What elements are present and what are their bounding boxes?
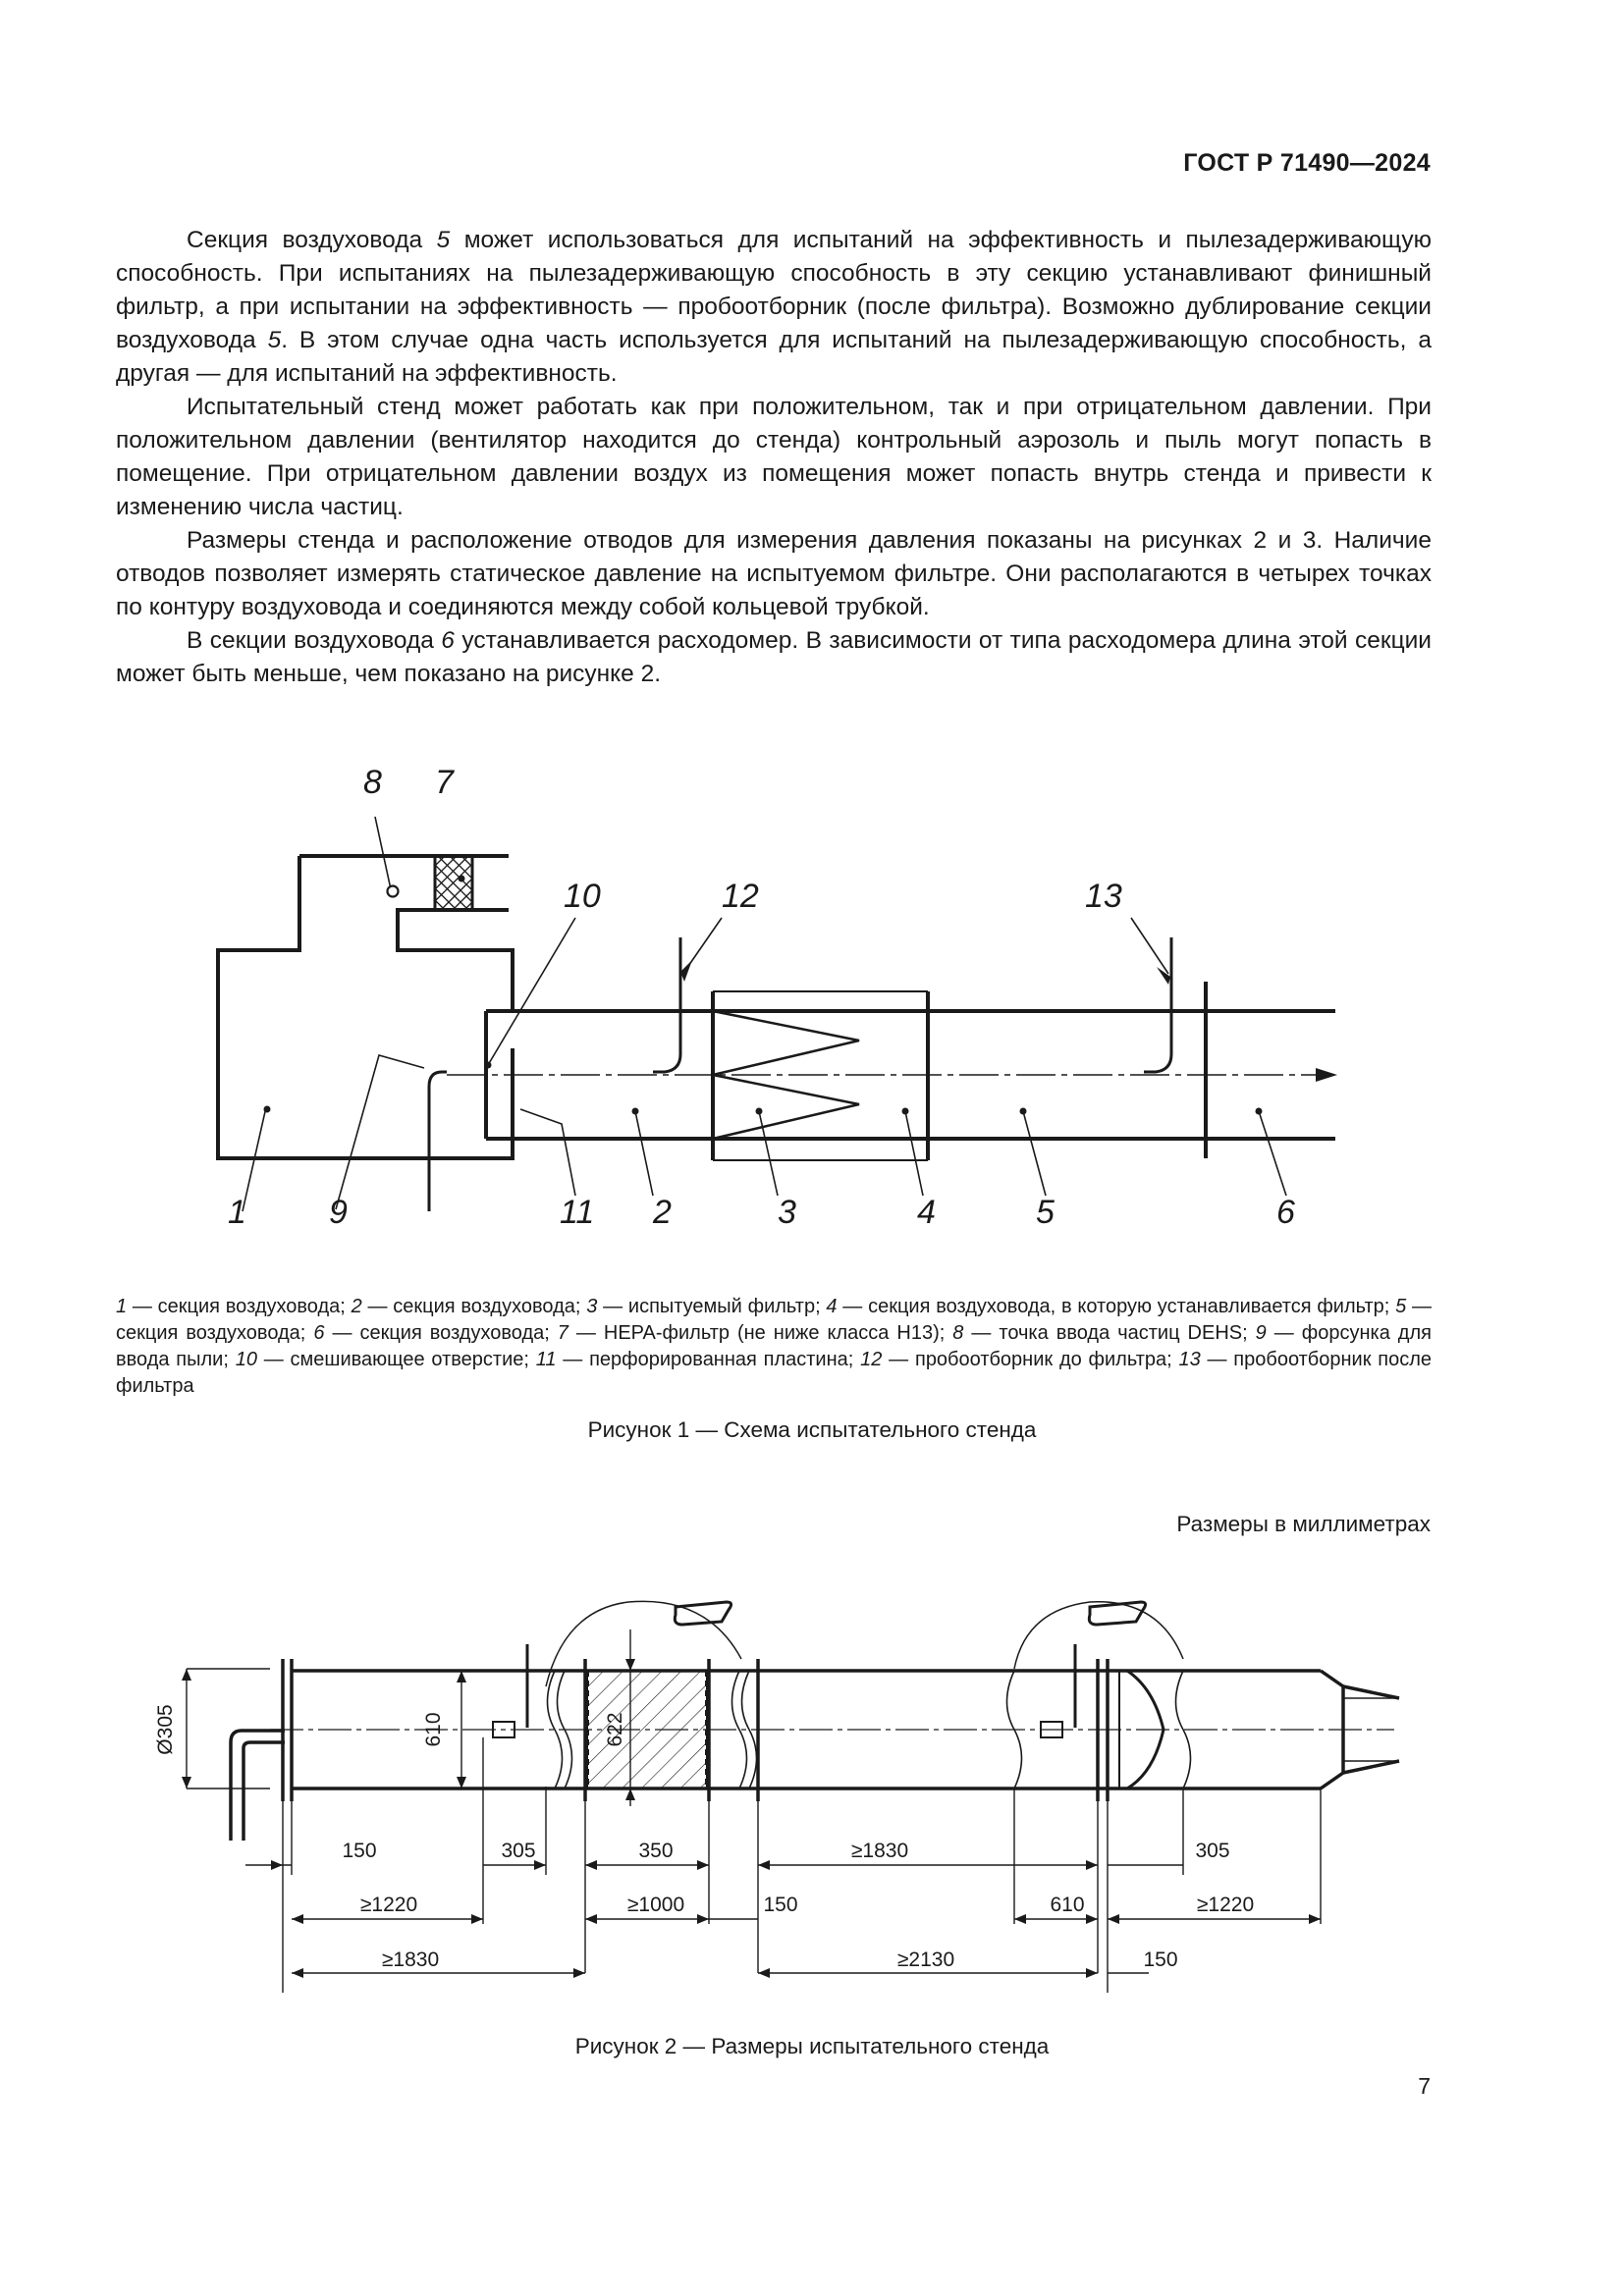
dim-height-610: 610 [422,1712,445,1747]
label-8: 8 [363,764,382,801]
dim-2130: ≥2130 [896,1949,955,1971]
legend-number: 1 [116,1296,128,1317]
legend-text: — секция воздуховода; [127,1296,352,1317]
figure-1-legend [116,1294,1432,1400]
dim-height-622: 622 [604,1712,626,1747]
text-run: Размеры стенда и расположение отводов для измерения давления показаны на рисунках 2 и 3. Наличие отводов позволяет измерять статическое давление на испытуемом фильтре. Они располагаются в четырех точках по контуру воздуховода и соединяются между собой кольцевой трубкой. [116,527,1432,620]
legend-text: — секция воздуховода; [361,1296,587,1317]
legend-number: 11 [535,1349,557,1370]
label-9: 9 [329,1194,348,1231]
legend-number: 6 [313,1322,325,1344]
figure-1-diagram [0,746,1624,1256]
label-2: 2 [653,1194,672,1231]
legend-text: — смешивающее отверстие; [256,1349,536,1370]
page-number: 7 [1418,2073,1431,2099]
text-run: Испытательный стенд может работать как при положительном, так и при отрицательном давлении. При положительном давлении (вентилятор находится до стенда) контрольный аэрозоль и пыль могут попасть в помещение. При отрицательном давлении воздух из помещения может попасть внутрь стенда и привести к изменению числа частиц. [116,394,1432,520]
dim-150-c: 150 [1143,1949,1178,1971]
dim-1000: ≥1000 [626,1894,685,1916]
label-4: 4 [917,1194,936,1231]
figure-2-diagram [0,1571,1624,2002]
units-note: Размеры в миллиметрах [1176,1512,1431,1536]
text-run: может использоваться для испытаний на эффективность и пылезадерживающую способность. При испытаниях на пылезадерживающую способность в эту секцию устанавливают финишный фильтр, а при испытании на эффективность — пробоотборник (после фильтра). Возможно дублирование секции воздуховода [116,227,1432,353]
legend-text: — секция воздуховода, в которую устанавливается фильтр; [837,1296,1396,1317]
label-1: 1 [228,1194,246,1231]
text-run: . В этом случае одна часть используется для испытаний на пылезадерживающую способность, а другая — для испытаний на эффективность. [116,327,1432,387]
dim-305-b: 305 [1195,1840,1230,1862]
label-13: 13 [1085,878,1122,915]
text-run: Секция воздуховода [187,227,437,253]
body-paragraph [116,391,1432,524]
legend-number: 5 [1395,1296,1407,1317]
document-header: ГОСТ Р 71490—2024 [1183,149,1431,177]
legend-number: 7 [557,1322,568,1344]
body-paragraph [116,624,1432,691]
dim-1830-a: ≥1830 [850,1840,909,1862]
dim-610: 610 [1050,1894,1085,1916]
dim-350: 350 [638,1840,674,1862]
dim-150-a: 150 [342,1840,377,1862]
italic-ref: 6 [441,627,455,654]
figure-2-caption: Рисунок 2 — Размеры испытательного стенда [574,2034,1050,2058]
label-7: 7 [435,764,454,801]
label-3: 3 [778,1194,796,1231]
legend-number: 12 [860,1349,883,1370]
legend-number: 13 [1178,1349,1201,1370]
legend-text: — секция воздуховода; [116,1296,1433,1344]
dim-1220-b: ≥1220 [1196,1894,1255,1916]
label-11: 11 [560,1194,595,1231]
body-paragraph [116,524,1432,624]
legend-number: 3 [586,1296,598,1317]
legend-text: — точка ввода частиц DEHS; [963,1322,1256,1344]
legend-number: 2 [351,1296,362,1317]
legend-number: 10 [235,1349,257,1370]
dim-diameter-305: Ø305 [154,1704,177,1755]
text-run: В секции воздуховода [187,627,442,654]
legend-text: — HEPA-фильтр (не ниже класса H13); [568,1322,953,1344]
legend-text: — испытуемый фильтр; [597,1296,827,1317]
dim-305-a: 305 [501,1840,536,1862]
legend-text: — пробоотборник до фильтра; [882,1349,1179,1370]
label-6: 6 [1276,1194,1295,1231]
body-text [116,224,1432,691]
italic-ref: 5 [267,327,282,353]
dim-1220-a: ≥1220 [359,1894,418,1916]
label-5: 5 [1036,1194,1055,1231]
legend-text: — форсунка для ввода пыли; [116,1322,1432,1370]
legend-number: 9 [1255,1322,1267,1344]
legend-text: — пробоотборник после фильтра [116,1349,1433,1397]
italic-ref: 5 [436,227,451,253]
label-10: 10 [564,878,601,915]
legend-text: — перфорированная пластина; [556,1349,861,1370]
label-12: 12 [722,878,759,915]
text-run: устанавливается расходомер. В зависимости от типа расходомера длина этой секции может быть меньше, чем показано на рисунке 2. [116,627,1432,687]
dim-150-b: 150 [763,1894,798,1916]
body-paragraph [116,224,1432,391]
figure-1-caption: Рисунок 1 — Схема испытательного стенда [587,1417,1037,1442]
dim-1830-b: ≥1830 [381,1949,440,1971]
legend-number: 4 [826,1296,838,1317]
legend-text: — секция воздуховода; [324,1322,558,1344]
legend-number: 8 [952,1322,964,1344]
